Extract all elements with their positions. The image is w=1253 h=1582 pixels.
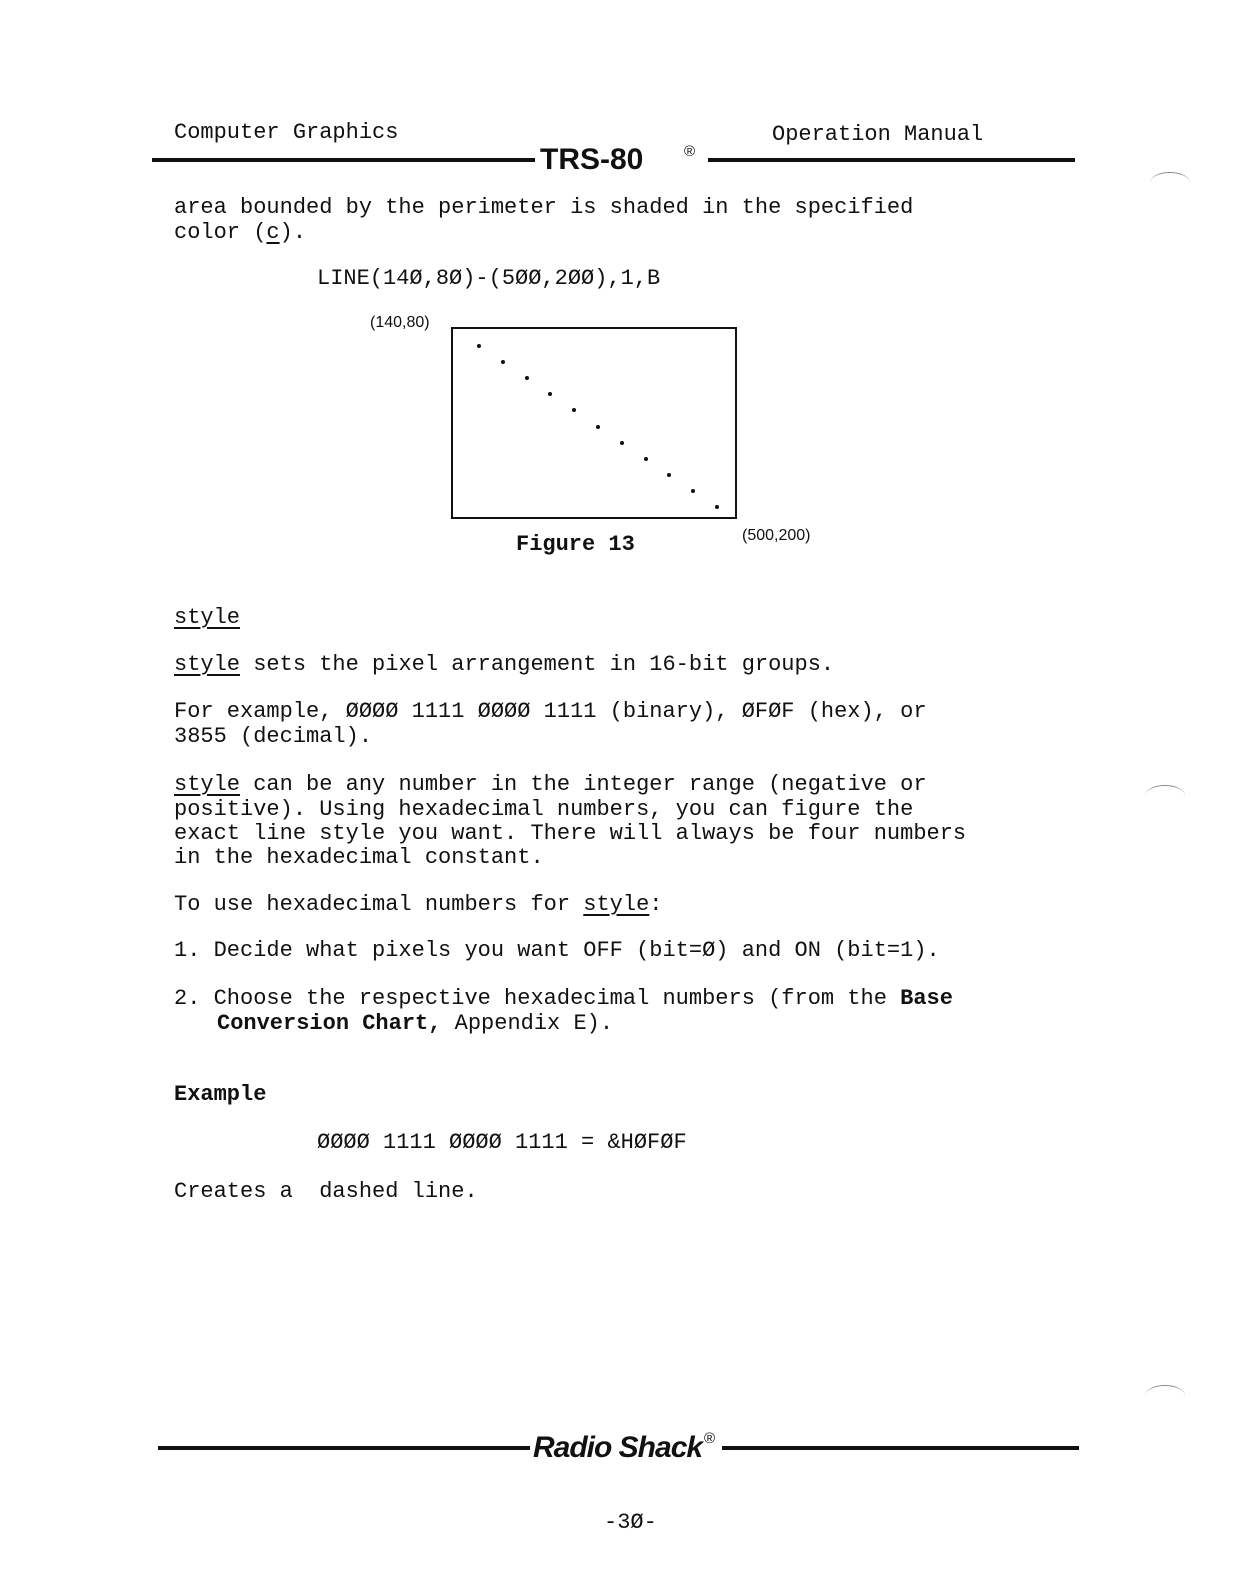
line-pixel-dot (548, 392, 552, 396)
range-paragraph-line-3: exact line style you want. There will always be four numbers (174, 821, 967, 846)
header-rule-left (152, 158, 535, 162)
radio-shack-registered-mark: ® (704, 1430, 716, 1447)
line-pixel-dot (525, 376, 529, 380)
example-heading: Example (174, 1082, 267, 1107)
line-pixel-dot (691, 489, 695, 493)
radio-shack-logo: Radio Shack (533, 1431, 703, 1464)
page-number: -3Ø- (604, 1510, 657, 1535)
footer-rule-left (158, 1446, 530, 1450)
header-rule-right (708, 158, 1075, 162)
range-paragraph-line-2: positive). Using hexadecimal numbers, you can figure the (174, 797, 914, 822)
step-2-appendix: Appendix E). (441, 1011, 614, 1036)
example-result: Creates a dashed line. (174, 1179, 478, 1204)
figure-end-coordinate: (500,200) (742, 527, 811, 544)
step-2-chart-name: Conversion Chart, (217, 1011, 442, 1036)
range-paragraph-line-1-text: can be any number in the integer range (negative or (240, 772, 927, 797)
range-paragraph-line-4: in the hexadecimal constant. (174, 845, 544, 870)
line-pixel-dot (596, 425, 600, 429)
example-code: ØØØØ 1111 ØØØØ 1111 = &HØFØF (317, 1130, 687, 1155)
style-term: style (174, 652, 241, 677)
trs80-registered-mark: ® (684, 143, 696, 160)
step-1: 1. Decide what pixels you want OFF (bit=Ø) and ON (bit=1). (174, 938, 940, 963)
style-paragraph-1 (174, 652, 834, 677)
style-heading: style (174, 605, 241, 630)
figure-caption: Figure 13 (516, 532, 635, 557)
line-pixel-dot (477, 344, 481, 348)
figure-start-coordinate: (140,80) (370, 314, 430, 331)
step-2-text: 2. Choose the respective hexadecimal numbers (from the (174, 986, 901, 1011)
range-paragraph-line-1 (174, 772, 927, 797)
hex-usage-intro-post: : (649, 892, 663, 917)
example-paragraph-line-2: 3855 (decimal). (174, 724, 373, 749)
margin-mark (1145, 1385, 1185, 1406)
intro-line-1: area bounded by the perimeter is shaded in the specified (174, 195, 914, 220)
example-paragraph-line-1: For example, ØØØØ 1111 ØØØØ 1111 (binary), ØFØF (hex), or (174, 699, 927, 724)
line-pixel-dot (644, 457, 648, 461)
figure-box (451, 327, 737, 519)
margin-mark (1150, 172, 1190, 193)
step-2-line-1 (174, 986, 953, 1011)
color-variable: c (266, 220, 280, 245)
intro-line-2 (174, 220, 306, 245)
hex-usage-intro (174, 892, 663, 917)
line-pixel-dot (620, 441, 624, 445)
step-2-line-2 (217, 1011, 613, 1036)
intro-line-2-pre: color ( (174, 220, 267, 245)
margin-mark (1145, 785, 1185, 806)
code-example: LINE(14Ø,8Ø)-(5ØØ,2ØØ),1,B (317, 266, 661, 291)
line-pixel-dot (667, 473, 671, 477)
line-pixel-dot (572, 408, 576, 412)
step-2-bold-text: Base (900, 986, 953, 1011)
footer-rule-right (722, 1446, 1079, 1450)
trs80-logo: TRS-80 (540, 143, 644, 176)
style-term: style (174, 772, 241, 797)
intro-line-2-post: ). (279, 220, 307, 245)
hex-usage-intro-pre: To use hexadecimal numbers for (174, 892, 584, 917)
header-right-title: Operation Manual (772, 122, 984, 147)
style-paragraph-1-text: sets the pixel arrangement in 16-bit groups. (240, 652, 835, 677)
style-term: style (583, 892, 650, 917)
line-pixel-dot (501, 360, 505, 364)
header-left-title: Computer Graphics (174, 120, 399, 145)
line-pixel-dot (715, 505, 719, 509)
